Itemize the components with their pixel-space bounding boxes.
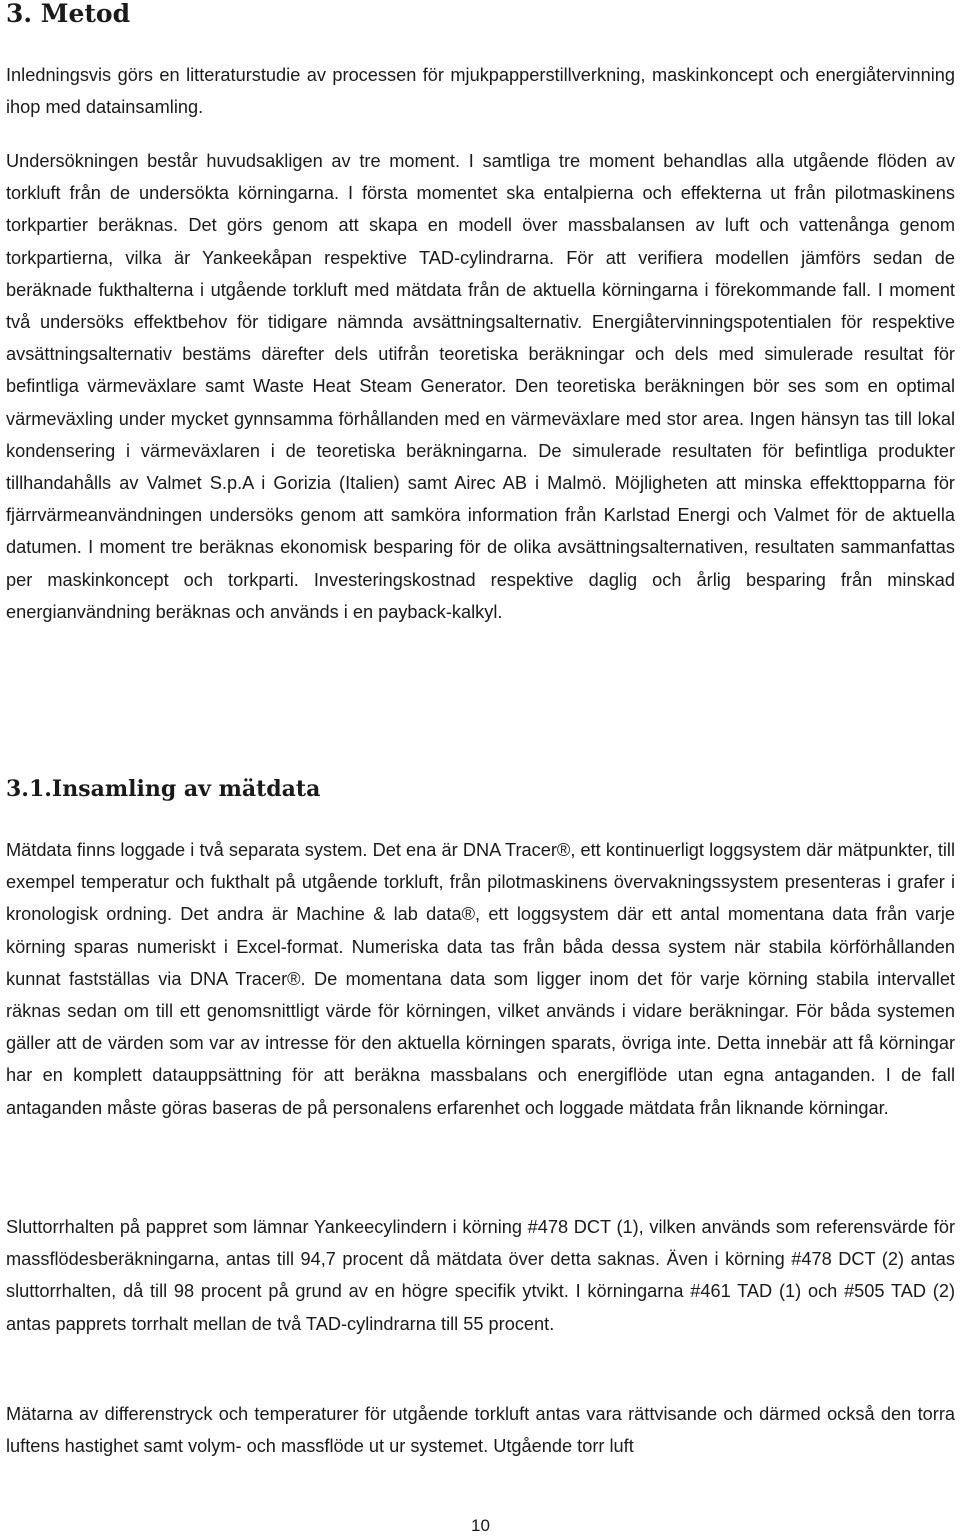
subsection-heading: 3.1.Insamling av mätdata — [6, 776, 321, 802]
intro-paragraph: Inledningsvis görs en litteraturstudie av processen för mjukpapperstillverkning, maskinkoncept och energiåtervinning ihop med datainsamling. — [6, 65, 955, 118]
measurement-paragraph: Mätarna av differenstryck och temperaturer för utgående torkluft antas vara rättvisande och därmed också den torra luftens hastighet samt volym- och massflöde ut ur systemet. Utgående torr luft — [6, 1404, 955, 1457]
method-paragraph: Undersökningen består huvudsakligen av tre moment. I samtliga tre moment behandlas alla utgående flöden av torkluft från de undersökta körningarna. I första momentet ska entalpierna och effekterna ut från pilotmaskinens torkpartier beräknas. Det görs genom att skapa en modell över massbalansen av luft och vattenånga genom torkpartierna, vilka är Yankeekåpan respektive TAD-cylindrarna. För att verifiera modellen jämförs sedan de beräknade fukthalterna i utgående torkluft med mätdata från de aktuella körningarna i förekommande fall. I moment två undersöks effektbehov för tidigare nämnda avsättningsalternativ. Energiåtervinningspotentialen för respektive avsättningsalternativ bestäms därefter dels utifrån teoretiska beräkningar och dels med simulerade resultat för befintliga värmeväxlare samt Waste Heat Steam Generator. Den teoretiska beräkningen bör ses som en optimal värmeväxling under mycket gynnsamma förhållanden med en värmeväxlare med stor area. Ingen hänsyn tas till lokal kondensering i värmeväxlaren i de teoretiska beräkningarna. De simulerade resultaten för befintliga produkter tillhandahålls av Valmet S.p.A i Gorizia (Italien) samt Airec AB i Malmö. Möjligheten att minska effekttopparna för fjärrvärmeanvändningen undersöks genom att samköra information från Karlstad Energi och Valmet för de aktuella datumen. I moment tre beräknas ekonomisk besparing för de olika avsättningsalternativen, resultaten sammanfattas per maskinkoncept och torkparti. Investeringskostnad respektive daglig och årlig besparing från minskad energianvändning beräknas och används i en payback-kalkyl. — [6, 151, 955, 622]
data-collection-paragraph: Mätdata finns loggade i två separata system. Det ena är DNA Tracer®, ett kontinuerligt loggsystem där mätpunkter, till exempel temperatur och fukthalt på utgående torkluft, från pilotmaskinens övervakningssystem presenteras i grafer i kronologisk ordning. Det andra är Machine & lab data®, ett loggsystem där ett antal momentana data från varje körning sparas numeriskt i Excel-format. Numeriska data tas från båda dessa system när stabila körförhållanden kunnat fastställas via DNA Tracer®. De momentana data som ligger inom det för varje körning stabila intervallet räknas sedan om till ett genomsnittligt värde för körningen, vilket används i vidare beräkningar. För båda systemen gäller att de värden som var av intresse för den aktuella körningen sparats, övriga inte. Detta innebär att få körningar har en komplett datauppsättning för att beräkna massbalans och energiflöde utan egna antaganden. I de fall antaganden måste göras baseras de på personalens erfarenhet och loggade mätdata från liknande körningar. — [6, 840, 955, 1118]
dryness-paragraph: Sluttorrhalten på pappret som lämnar Yankeecylindern i körning #478 DCT (1), vilken används som referensvärde för massflödesberäkningarna, antas till 94,7 procent då mätdata över detta saknas. Även i körning #478 DCT (2) antas sluttorrhalten, då till 98 procent på grund av en högre specifik ytvikt. I körningarna #461 TAD (1) och #505 TAD (2) antas papprets torrhalt mellan de två TAD-cylindrarna till 55 procent. — [6, 1217, 955, 1334]
section-heading: 3. Metod — [6, 0, 131, 28]
document-page — [6, 0, 955, 1537]
page-number: 10 — [471, 1516, 490, 1535]
